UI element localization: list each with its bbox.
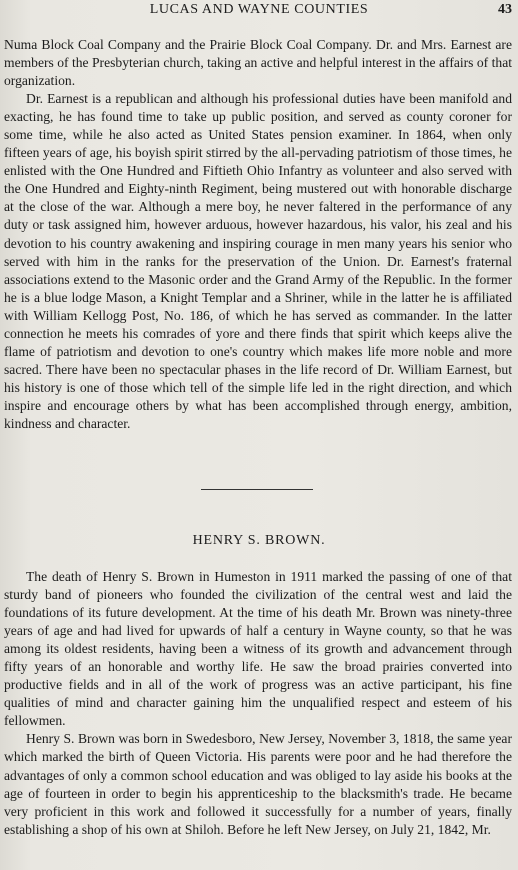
- paragraph: Henry S. Brown was born in Swedesboro, New Jersey, November 3, 1818, the same year which marked the birth of Queen Victoria. His parents were poor and he had therefore the advantages of only a common school education and was obliged to lay aside his books at the age of fourteen in order to begin his apprenticeship to the blacksmith's trade. He became very proficient in this work and followed it successfully for a number of years, finally establishing a shop of his own at Shiloh. Before he left New Jersey, on July 21, 1842, Mr.: [4, 731, 512, 837]
- section-brown-text: [4, 568, 512, 839]
- section-divider: [201, 489, 313, 490]
- page-header: [0, 2, 518, 20]
- section-heading: HENRY S. BROWN.: [192, 533, 326, 548]
- running-head: LUCAS AND WAYNE COUNTIES: [149, 2, 369, 17]
- paragraph: Numa Block Coal Company and the Prairie Block Coal Company. Dr. and Mrs. Earnest are members of the Presbyterian church, taking an active and helpful interest in the affairs of that organization.: [4, 37, 512, 89]
- paragraph: Dr. Earnest is a republican and although his professional duties have been manifold and exacting, he has found time to take up public position, and served as county coroner for some time, while he also acted as United States pension examiner. In 1864, when only fifteen years of age, his boyish spirit stirred by the all-pervading patriotism of those times, he enlisted with the One Hundred and Fiftieth Ohio Infantry as volunteer and also served with the One Hundred and Eighty-ninth Regiment, being mustered out with honorable discharge at the close of the war. Although a mere boy, he never faltered in the performance of any duty or task assigned him, however arduous, however hazardous, his valor, his zeal and his devotion to his country awakening and inspiring courage in men many years his senior who served with him in the ranks for the preservation of the Union. Dr. Earnest's fraternal associations extend to the Masonic order and the Grand Army of the Republic. In the former he is a blue lodge Mason, a Knight Templar and a Shriner, while in the latter he is affiliated with William Kellogg Post, No. 186, of which he has served as commander. In the latter connection he meets his comrades of yore and there finds that spirit which keeps alive the flame of patriotism and devotion to one's country which makes life more noble and more sacred. There have been no spectacular phases in the life record of Dr. William Earnest, but his history is one of those which tell of the simple life led in the right direction, and which inspire and encourage others by what has been accomplished through energy, ambition, kindness and character.: [4, 91, 512, 431]
- paragraph: The death of Henry S. Brown in Humeston in 1911 marked the passing of one of that sturdy band of pioneers who founded the civilization of the central west and laid the foundations of its future development. At the time of his death Mr. Brown was ninety-three years of age and had lived for upwards of half a century in Wayne county, so that he was among its oldest residents, having been a witness of its growth and advancement through fifty years of an honorable and worthy life. He saw the broad prairies converted into productive fields and in all of the work of progress was an active participant, his fine qualities of mind and character gaining him the unqualified respect and esteem of his fellowmen.: [4, 569, 512, 729]
- section-earnest-text: [4, 36, 512, 433]
- page-number: 43: [498, 2, 512, 17]
